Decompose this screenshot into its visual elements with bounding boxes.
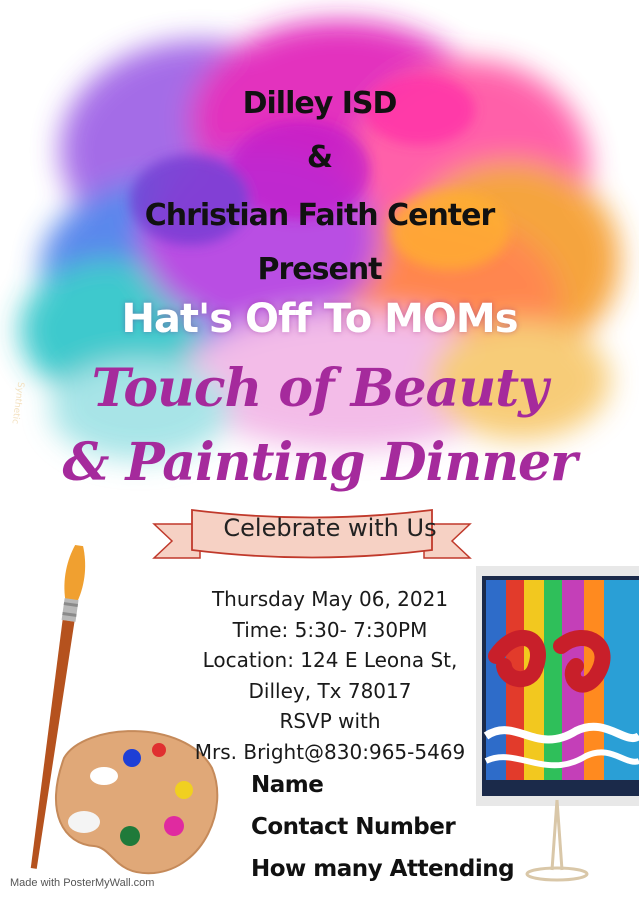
- credit-text: Made with PosterMyWall.com: [10, 877, 155, 889]
- rsvp-label: RSVP with: [279, 709, 381, 733]
- event-subtitle: Hat's Off To MOMs: [121, 296, 518, 342]
- header-ampersand: &: [306, 140, 333, 175]
- event-title-line2: & Painting Dinner: [62, 432, 577, 493]
- form-field-name: Name: [251, 772, 324, 798]
- event-title-line1: Touch of Beauty: [91, 358, 548, 419]
- event-details: [180, 584, 480, 767]
- form-field-attending: How many Attending: [251, 856, 515, 882]
- event-date: Thursday May 06, 2021: [211, 587, 449, 611]
- event-location-1: Location: 124 E Leona St,: [202, 648, 458, 672]
- event-location-2: Dilley, Tx 78017: [248, 678, 412, 703]
- banner-text: Celebrate with Us: [223, 514, 437, 542]
- header-organizer-2: Christian Faith Center: [144, 198, 495, 233]
- rsvp-form-fields: [251, 772, 514, 898]
- header-present: Present: [257, 252, 382, 287]
- event-time: Time: 5:30- 7:30PM: [232, 617, 428, 642]
- header-organizer-1: Dilley ISD: [242, 86, 397, 121]
- brush-label: Synthetic: [9, 381, 26, 425]
- form-field-contact: Contact Number: [251, 814, 456, 840]
- rsvp-contact: Mrs. Bright@830:965-5469: [194, 739, 466, 764]
